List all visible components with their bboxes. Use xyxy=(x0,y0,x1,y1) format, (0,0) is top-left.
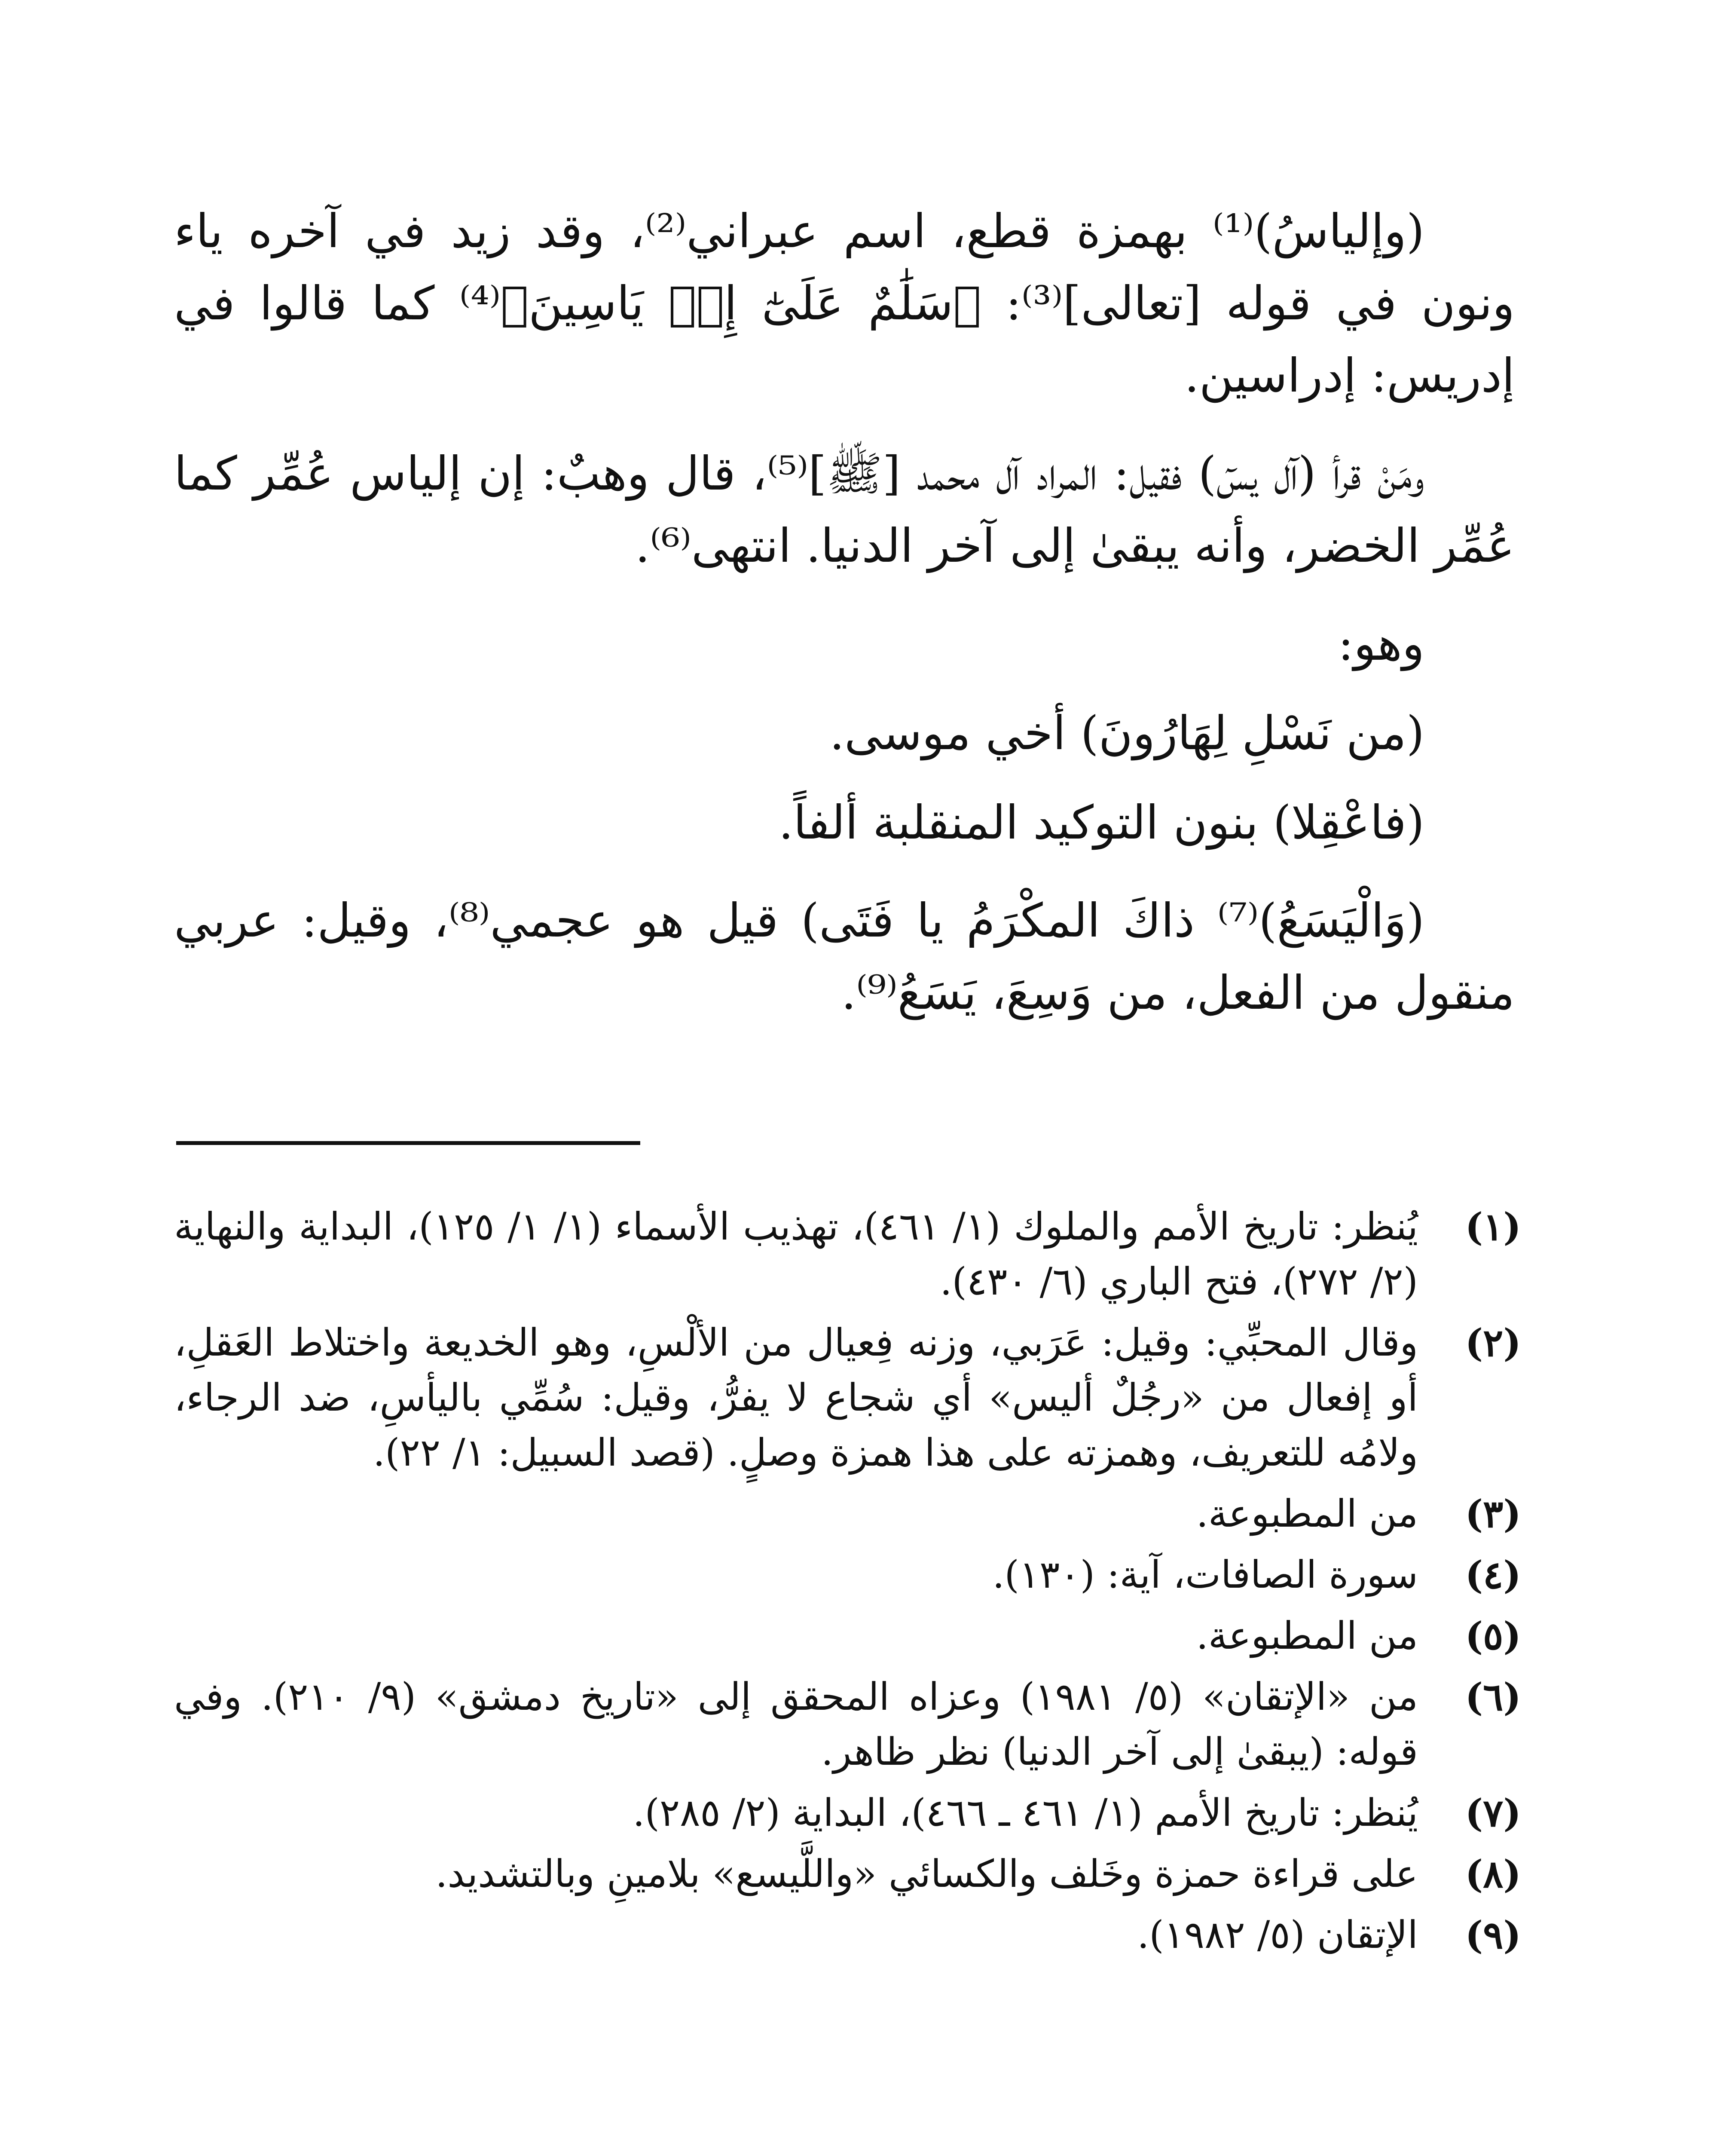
footnote xyxy=(174,1608,1521,1663)
footnote-text: من «الإتقان» (٥/ ١٩٨١) وعزاه المحقق إلى «تاريخ دمشق» (٩/ ٢١٠). وفي قوله: (يبقىٰ إلى آخر الدنيا) نظر ظاهر. xyxy=(174,1675,1418,1774)
footnote xyxy=(174,1315,1521,1480)
paragraph-ilyas: (وإلياسُ)⁽¹⁾ بهمزة قطع، اسم عبراني⁽²⁾، وقد زيد في آخره ياء ونون في قوله [تعالى]⁽³⁾: ﴿سَلَٰمٌ عَلَىٰٓ إِلۡ يَاسِينَ﴾⁽⁴⁾ كما قالوا في إدريس: إدراسين. xyxy=(174,205,1515,403)
footnote-number: (٩) xyxy=(1465,1913,1521,1957)
footnote-text: يُنظر: تاريخ الأمم والملوك (١/ ٤٦١)، تهذيب الأسماء (١/ ١/ ١٢٥)، البداية والنهاية (٢/ ٢٧٢)، فتح الباري (٦/ ٤٣٠). xyxy=(174,1204,1418,1304)
footnote-number: (٧) xyxy=(1465,1791,1521,1835)
footnote-text: سورة الصافات، آية: (١٣٠). xyxy=(992,1552,1418,1597)
footnote-number: (١) xyxy=(1465,1204,1521,1249)
paragraph-faqila: (فاعْقِلا) بنون التوكيد المنقلبة ألفاً. xyxy=(779,796,1424,850)
footnote-text: وقال المحبِّي: وقيل: عَرَبي، وزنه فِعيال من الألْسِ، وهو الخديعة واختلاط العَقلِ، أو إفعال من «رجُلٌ أليس» أي شجاع لا يفرُّ، وقيل: سُمِّي باليأسِ، ضد الرجاء، ولامُه للتعريف، وهمزته على هذا همزة وصلٍ. (قصد السبيل: ١/ ٢٢). xyxy=(174,1320,1418,1475)
paragraph-al-yasin: ومَنْ قرأ (آل يسٓ) فقيل: المراد آل محمد [ﷺ]⁽⁵⁾، قال وهبٌ: إن إلياس عُمِّر كما عُمِّر الخضر، وأنه يبقىٰ إلى آخر الدنيا. انتهى⁽⁶⁾. xyxy=(174,447,1515,573)
footnote-number: (٥) xyxy=(1465,1613,1521,1658)
footnote xyxy=(174,1486,1521,1541)
footnote-number: (٨) xyxy=(1465,1852,1521,1896)
footnote-text: على قراءة حمزة وخَلف والكسائي «واللَّيسع» بلامينِ وبالتشديد. xyxy=(435,1852,1418,1896)
footnote-number: (٢) xyxy=(1465,1320,1521,1365)
footnotes xyxy=(174,1199,1521,1968)
footnote xyxy=(174,1907,1521,1962)
footnote xyxy=(174,1669,1521,1779)
footnote-number: (٤) xyxy=(1465,1552,1521,1597)
footnote-separator xyxy=(176,1141,640,1145)
footnote xyxy=(174,1547,1521,1602)
footnote xyxy=(174,1785,1521,1840)
footnote-text: الإتقان (٥/ ١٩٨٢). xyxy=(1137,1913,1418,1957)
footnote-number: (٣) xyxy=(1465,1491,1521,1536)
footnote-text: يُنظر: تاريخ الأمم (١/ ٤٦١ ـ ٤٦٦)، البداية (٢/ ٢٨٥). xyxy=(633,1791,1418,1835)
paragraph-harun: (من نَسْلِ لِهَارُونَ) أخي موسى. xyxy=(829,707,1424,760)
footnote xyxy=(174,1199,1521,1309)
footnote-text: من المطبوعة. xyxy=(1196,1491,1418,1536)
footnote xyxy=(174,1846,1521,1901)
footnote-text: من المطبوعة. xyxy=(1196,1613,1418,1658)
paragraph-alyasa: (وَالْيَسَعُ)⁽⁷⁾ ذاكَ المكْرَمُ يا فَتَى) قيل هو عجمي⁽⁸⁾، وقيل: عربي منقول من الفعل، من وَسِعَ، يَسَعُ⁽⁹⁾. xyxy=(174,894,1515,1020)
paragraph-wahuwa: وهو: xyxy=(1338,617,1424,671)
footnote-number: (٦) xyxy=(1465,1675,1521,1719)
main-text xyxy=(174,196,1515,1055)
